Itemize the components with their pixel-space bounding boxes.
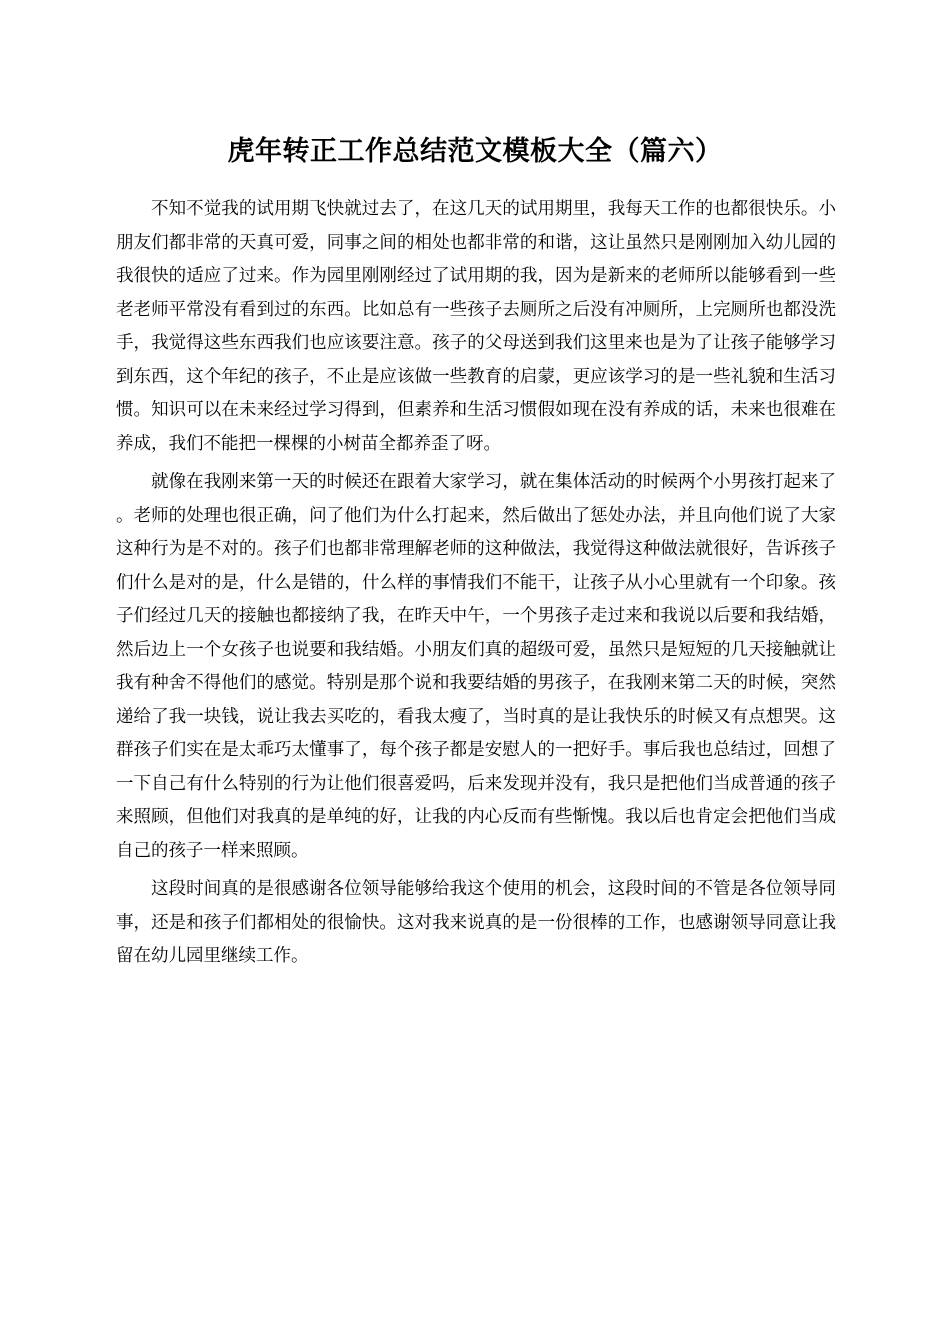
paragraph-3: 这段时间真的是很感谢各位领导能够给我这个使用的机会，这段时间的不管是各位领导同事，还是和孩子们都相处的很愉快。这对我来说真的是一份很棒的工作，也感谢领导同意让我留在幼儿园里继续工作。 [116,879,836,966]
document-title: 虎年转正工作总结范文模板大全（篇六） [227,136,723,167]
document-body [116,193,836,979]
paragraph-2: 就像在我刚来第一天的时候还在跟着大家学习，就在集体活动的时候两个小男孩打起来了。老师的处理也很正确，问了他们为什么打起来，然后做出了惩处办法，并且向他们说了大家这种行为是不对的。孩子们也都非常理解老师的这种做法，我觉得这种做法就很好，告诉孩子们什么是对的是，什么是错的，什么样的事情我们不能干，让孩子从小心里就有一个印象。孩子们经过几天的接触也都接纳了我，在昨天中午，一个男孩子走过来和我说以后要和我结婚，然后边上一个女孩子也说要和我结婚。小朋友们真的超级可爱，虽然只是短短的几天接触就让我有种舍不得他们的感觉。特别是那个说和我要结婚的男孩子，在我刚来第二天的时候，突然递给了我一块钱，说让我去买吃的，看我太瘦了，当时真的是让我快乐的时候又有点想哭。这群孩子们实在是太乖巧太懂事了，每个孩子都是安慰人的一把好手。事后我也总结过，回想了一下自己有什么特别的行为让他们很喜爱吗，后来发现并没有，我只是把他们当成普通的孩子来照顾，但他们对我真的是单纯的好，让我的内心反而有些惭愧。我以后也肯定会把他们当成自己的孩子一样来照顾。 [116,472,836,861]
paragraph-1: 不知不觉我的试用期飞快就过去了，在这几天的试用期里，我每天工作的也都很快乐。小朋友们都非常的天真可爱，同事之间的相处也都非常的和谐，这让虽然只是刚刚加入幼儿园的我很快的适应了过来。作为园里刚刚经过了试用期的我，因为是新来的老师所以能够看到一些老老师平常没有看到过的东西。比如总有一些孩子去厕所之后没有冲厕所，上完厕所也都没洗手，我觉得这些东西我们也应该要注意。孩子的父母送到我们这里来也是为了让孩子能够学习到东西，这个年纪的孩子，不止是应该做一些教育的启蒙，更应该学习的是一些礼貌和生活习惯。知识可以在未来经过学习得到，但素养和生活习惯假如现在没有养成的话，未来也很难在养成，我们不能把一棵棵的小树苗全都养歪了呀。 [116,199,836,454]
